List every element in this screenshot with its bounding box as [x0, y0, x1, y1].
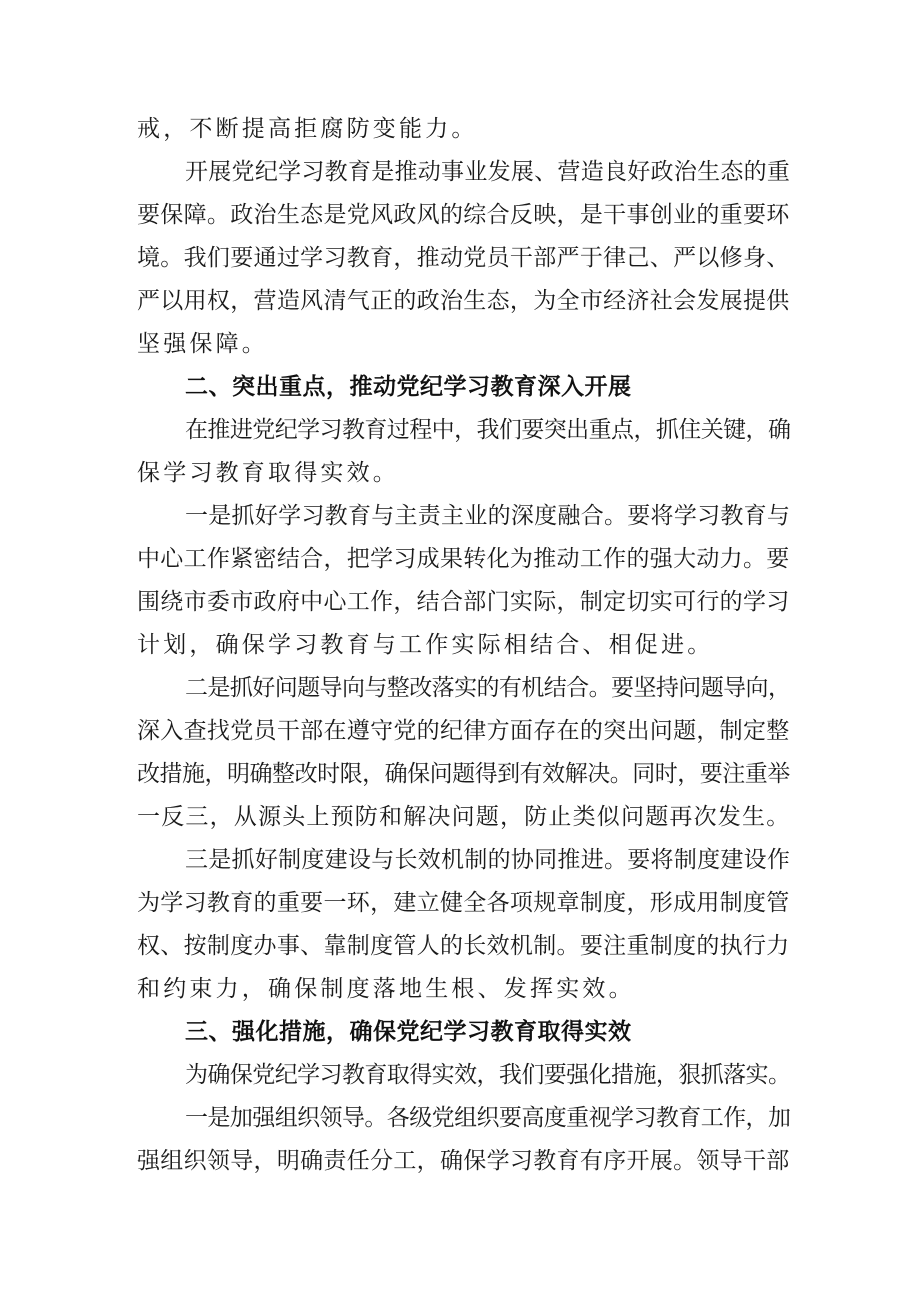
paragraph-line: 为学习教育的重要一环，建立健全各项规章制度，形成用制度管 — [137, 890, 790, 916]
paragraph-line: 严以用权，营造风清气正的政治生态，为全市经济社会发展提供 — [137, 288, 790, 314]
paragraph-line: 开展党纪学习教育是推动事业发展、营造良好政治生态的重 — [185, 159, 791, 185]
paragraph-line: 改措施，明确整改时限，确保问题得到有效解决。同时，要注重举 — [137, 761, 790, 787]
paragraph-line: 在推进党纪学习教育过程中，我们要突出重点，抓住关键，确 — [185, 417, 791, 443]
paragraph-line: 计划，确保学习教育与工作实际相结合、相促进。 — [137, 632, 714, 658]
paragraph-line: 权、按制度办事、靠制度管人的长效机制。要注重制度的执行力 — [137, 933, 790, 959]
paragraph-line: 深入查找党员干部在遵守党的纪律方面存在的突出问题，制定整 — [137, 718, 790, 744]
section-heading: 二、突出重点，推动党纪学习教育深入开展 — [185, 374, 632, 400]
paragraph-line: 围绕市委市政府中心工作，结合部门实际，制定切实可行的学习 — [137, 589, 790, 615]
paragraph-line: 戒，不断提高拒腐防变能力。 — [137, 116, 478, 142]
paragraph-line: 为确保党纪学习教育取得实效，我们要强化措施，狠抓落实。 — [185, 1062, 791, 1088]
paragraph-line: 强组织领导，明确责任分工，确保学习教育有序开展。领导干部 — [137, 1148, 790, 1174]
paragraph-line: 一是抓好学习教育与主责主业的深度融合。要将学习教育与 — [185, 503, 791, 529]
paragraph-line: 一反三，从源头上预防和解决问题，防止类似问题再次发生。 — [137, 804, 791, 830]
paragraph-line: 和约束力，确保制度落地生根、发挥实效。 — [137, 976, 635, 1002]
paragraph-line: 境。我们要通过学习教育，推动党员干部严于律己、严以修身、 — [137, 245, 790, 271]
paragraph-line: 中心工作紧密结合，把学习成果转化为推动工作的强大动力。要 — [137, 546, 790, 572]
paragraph-line: 三是抓好制度建设与长效机制的协同推进。要将制度建设作 — [185, 847, 791, 873]
paragraph-line: 二是抓好问题导向与整改落实的有机结合。要坚持问题导向， — [185, 675, 791, 701]
paragraph-line: 保学习教育取得实效。 — [137, 460, 399, 486]
paragraph-line: 一是加强组织领导。各级党组织要高度重视学习教育工作，加 — [185, 1105, 791, 1131]
section-heading: 三、强化措施，确保党纪学习教育取得实效 — [185, 1019, 632, 1045]
paragraph-line: 坚强保障。 — [137, 331, 268, 357]
paragraph-line: 要保障。政治生态是党风政风的综合反映，是干事创业的重要环 — [137, 202, 790, 228]
